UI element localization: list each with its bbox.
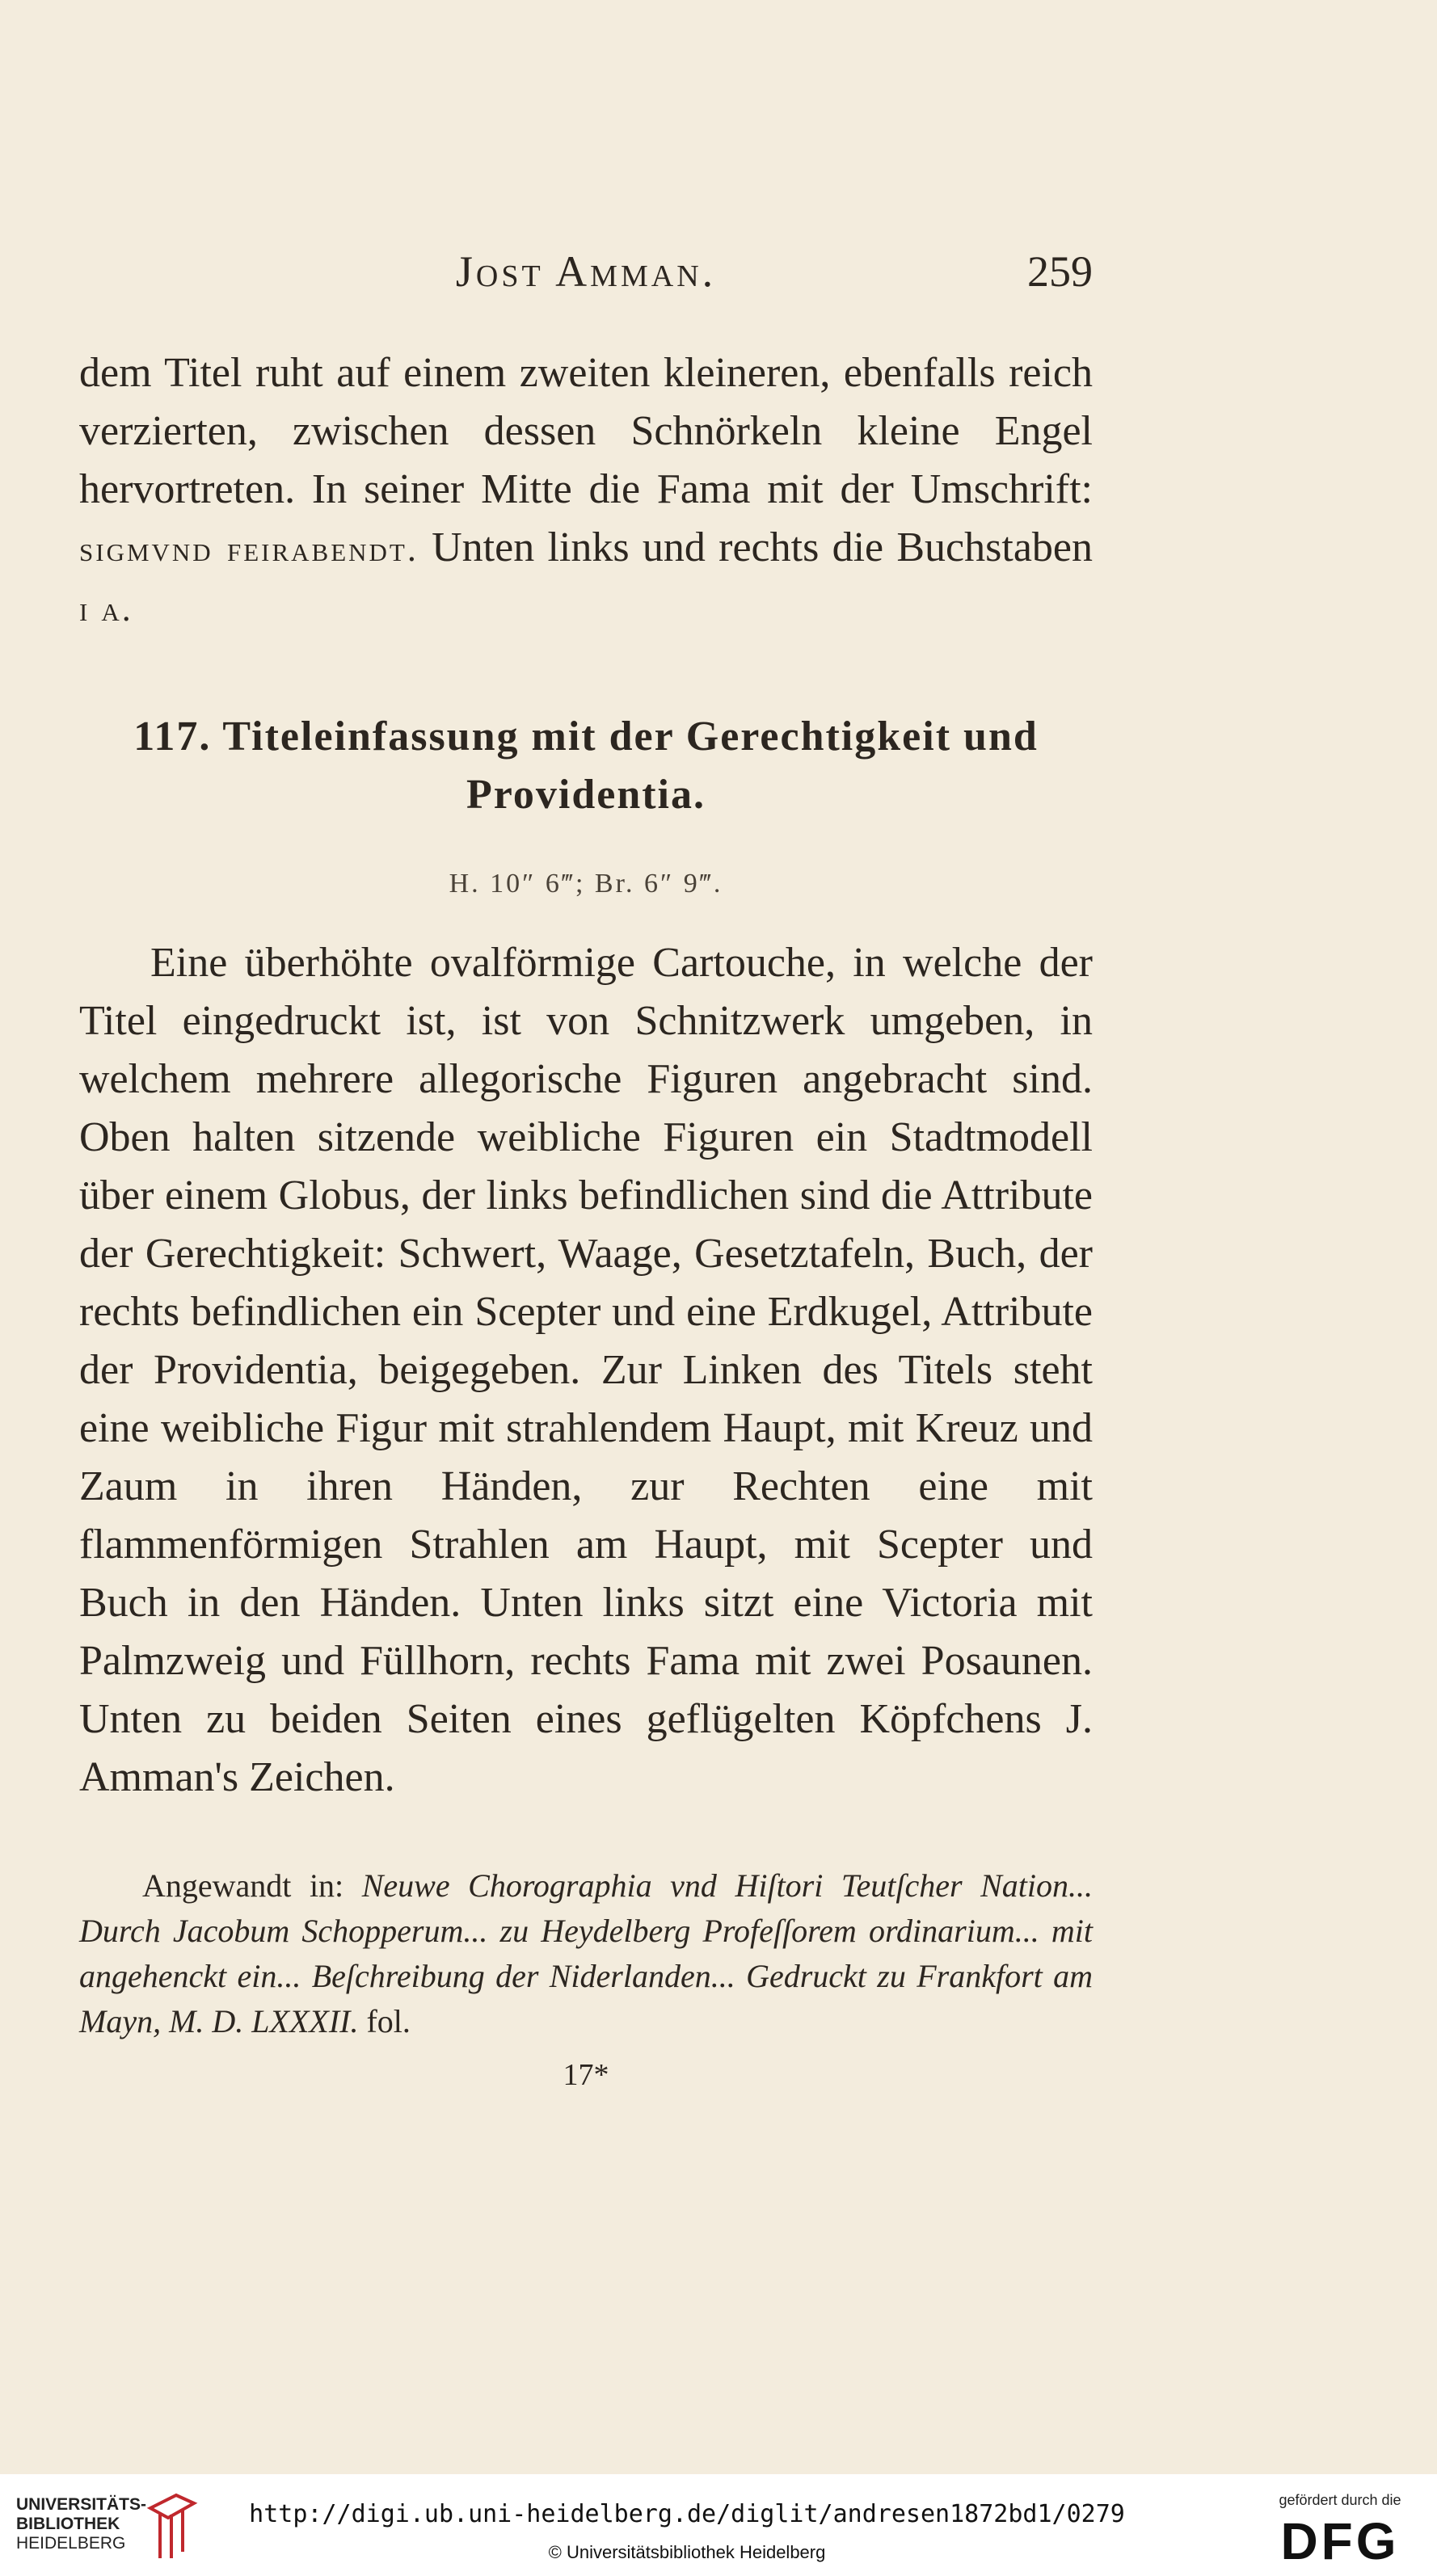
library-name-line2: BIBLIOTHEK bbox=[16, 2515, 120, 2533]
running-head: Jost Amman. bbox=[455, 247, 717, 296]
applied-citation: Neuwe Chorographia vnd Hiſtori Teutſcher Nation... Durch Jacobum Schopperum... zu Heydelberg Profeſſorem ordinarium... mit angehenckt ein... Beſchreibung der Niderlanden... Gedruckt zu Frankfort am Mayn, M. D. LXXXII. bbox=[79, 1867, 1093, 2039]
paragraph-text-b: Unten links und rechts die Buchstaben bbox=[418, 524, 1093, 570]
permalink-url[interactable]: http://digi.ub.uni-heidelberg.de/diglit/andresen1872bd1/0279 bbox=[249, 2500, 1125, 2528]
inscription-text: sigmvnd feirabendt. bbox=[79, 529, 419, 569]
sheet-signature: 17* bbox=[563, 2058, 609, 2092]
library-name-line3: HEIDELBERG bbox=[16, 2534, 126, 2553]
monogram-letters: i a. bbox=[79, 589, 133, 629]
section-heading: 117. Titeleinfassung mit der Gerechtigkeit und Providentia. bbox=[133, 713, 1039, 818]
library-logo-icon bbox=[144, 2490, 200, 2563]
applied-label: Angewandt in: bbox=[142, 1867, 362, 1904]
funding-note: gefördert durch die bbox=[1279, 2492, 1401, 2508]
description-paragraph: Eine überhöhte ovalförmige Cartouche, in welche der Titel eingedruckt ist, ist von Schnitzwerk umgeben, in welchem mehrere allegorische Figuren angebracht sind. Oben halten sitzende weibliche Figuren ein Stadtmodell über einem Globus, der links befindlichen sind die Attribute der Gerechtigkeit: Schwert, Waage, Gesetztafeln, Buch, der rechts befindlichen ein Scepter und eine Erdkugel, Attribute der Providentia, beigegeben. Zur Linken des Titels steht eine weibliche Figur mit strahlendem Haupt, mit Kreuz und Zaum in ihren Händen, zur Rechten eine mit flammenförmigen Strahlen am Haupt, mit Scepter und Buch in den Händen. Unten links sitzt eine Victoria mit Palmzweig und Füllhorn, rechts Fama mit zwei Posaunen. Unten zu beiden Seiten eines geflügelten Köpfchens J. Amman's Zeichen. bbox=[79, 940, 1093, 1800]
applied-in-note bbox=[79, 1863, 1093, 2044]
copyright-notice: © Universitätsbibliothek Heidelberg bbox=[548, 2542, 826, 2562]
page-number: 259 bbox=[1027, 247, 1093, 296]
library-logo-text bbox=[16, 2495, 146, 2553]
paragraph-continuation bbox=[79, 344, 1093, 638]
dfg-logo: DFG bbox=[1280, 2512, 1400, 2570]
paragraph-text-a: dem Titel ruht auf einem zweiten kleineren, ebenfalls reich verzierten, zwischen dessen Schnörkeln kleine Engel hervortreten. In seiner Mitte die Fama mit der Umschrift: bbox=[79, 350, 1093, 512]
page-header bbox=[79, 239, 1093, 304]
digitization-footer bbox=[0, 2474, 1437, 2576]
applied-format: fol. bbox=[358, 2003, 411, 2039]
dimensions-line: H. 10″ 6‴; Br. 6″ 9‴. bbox=[449, 869, 723, 899]
library-name-line1: UNIVERSITÄTS- bbox=[16, 2495, 147, 2514]
